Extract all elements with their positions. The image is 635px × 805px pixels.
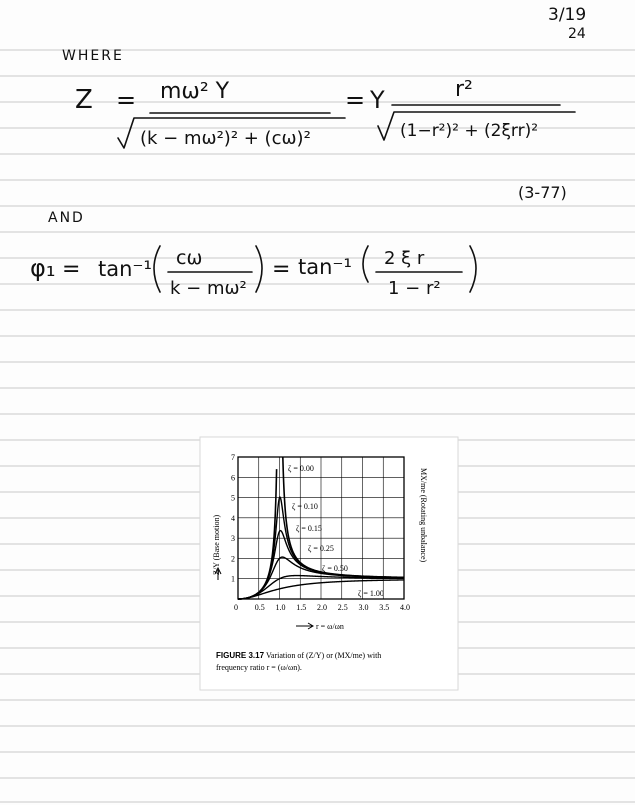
and-label: AND (48, 210, 85, 226)
x-tick-label: 2.0 (317, 603, 327, 612)
x-axis-label: r = ω/ωn (316, 622, 344, 631)
figure-caption-line2: frequency ratio r = (ω/ωn). (216, 663, 302, 672)
phi-frac2-denominator: 1 − r² (388, 278, 441, 299)
phi-frac1-numerator: cω (176, 247, 203, 269)
y-tick-label: 1 (231, 574, 235, 584)
paren-close-2 (470, 246, 476, 292)
x-tick-label: 3.0 (358, 603, 369, 612)
textbook-figure (200, 437, 458, 690)
y-tick-label: 3 (231, 534, 235, 544)
figure-caption-label: FIGURE 3.17 (216, 651, 265, 660)
figure-caption-line1: Variation of (Z/Y) or (MX/me) with (266, 651, 382, 660)
eq1-denominator: (k − mω²)² + (cω)² (140, 128, 311, 149)
x-tick-label: 1.5 (296, 603, 307, 612)
paren-open-2 (363, 246, 368, 282)
z-symbol: Z (75, 85, 93, 115)
curve-label-zeta-0-10: ζ = 0.10 (292, 502, 318, 511)
x-tick-label: 4.0 (400, 603, 410, 612)
eq1-numerator: mω² Y (160, 79, 230, 104)
y-tick-label: 6 (231, 473, 235, 483)
x-tick-label: 0.5 (254, 603, 265, 612)
equals-sign-4: = (272, 257, 291, 282)
arctan-2: tan⁻¹ (298, 255, 352, 279)
date-label: 3/19 (548, 5, 587, 25)
right-axis-label: MX/me (Rotating unbalance) (419, 468, 428, 563)
eq2-denominator: (1−r²)² + (2ξrr)² (400, 121, 539, 141)
phi-frac2-numerator: 2 ξ r (384, 248, 425, 269)
where-label: WHERE (62, 48, 124, 64)
curve-label-zeta-1-00: ζ = 1.00 (358, 589, 384, 598)
x-tick-label: 0 (234, 603, 238, 612)
arctan-1: tan⁻¹ (98, 257, 152, 281)
x-tick-label: 2.5 (337, 603, 348, 612)
paren-close-1 (256, 246, 262, 292)
phi-frac1-denominator: k − mω² (170, 278, 247, 299)
x-tick-label: 3.5 (379, 603, 390, 612)
x-tick-labels (234, 603, 410, 612)
left-axis-label: Z/Y (Base motion) (212, 514, 221, 575)
y-tick-label: 2 (231, 554, 235, 564)
equation-tag: (3-77) (518, 183, 567, 202)
curve-label-zeta-0-25: ζ = 0.25 (308, 544, 334, 553)
y-tick-label: 7 (231, 453, 235, 462)
curve-label-zeta-0-50: ζ = 0.50 (322, 564, 348, 573)
curve-label-zeta-0-15: ζ = 0.15 (296, 524, 322, 533)
y-tick-label: 4 (231, 513, 235, 523)
phi-symbol: φ₁ (30, 254, 56, 282)
paren-open-1 (154, 246, 160, 292)
eq2-numerator: r² (455, 77, 473, 102)
equals-sign-1: = (116, 86, 137, 114)
equals-sign-3: = (62, 257, 81, 282)
eq2-y: Y (370, 86, 385, 114)
page-number: 24 (568, 26, 586, 42)
y-tick-label: 5 (231, 493, 235, 503)
x-tick-label: 1.0 (275, 603, 286, 612)
curve-label-zeta-0: ζ = 0.00 (288, 464, 314, 473)
equals-sign-2: = (345, 86, 366, 114)
